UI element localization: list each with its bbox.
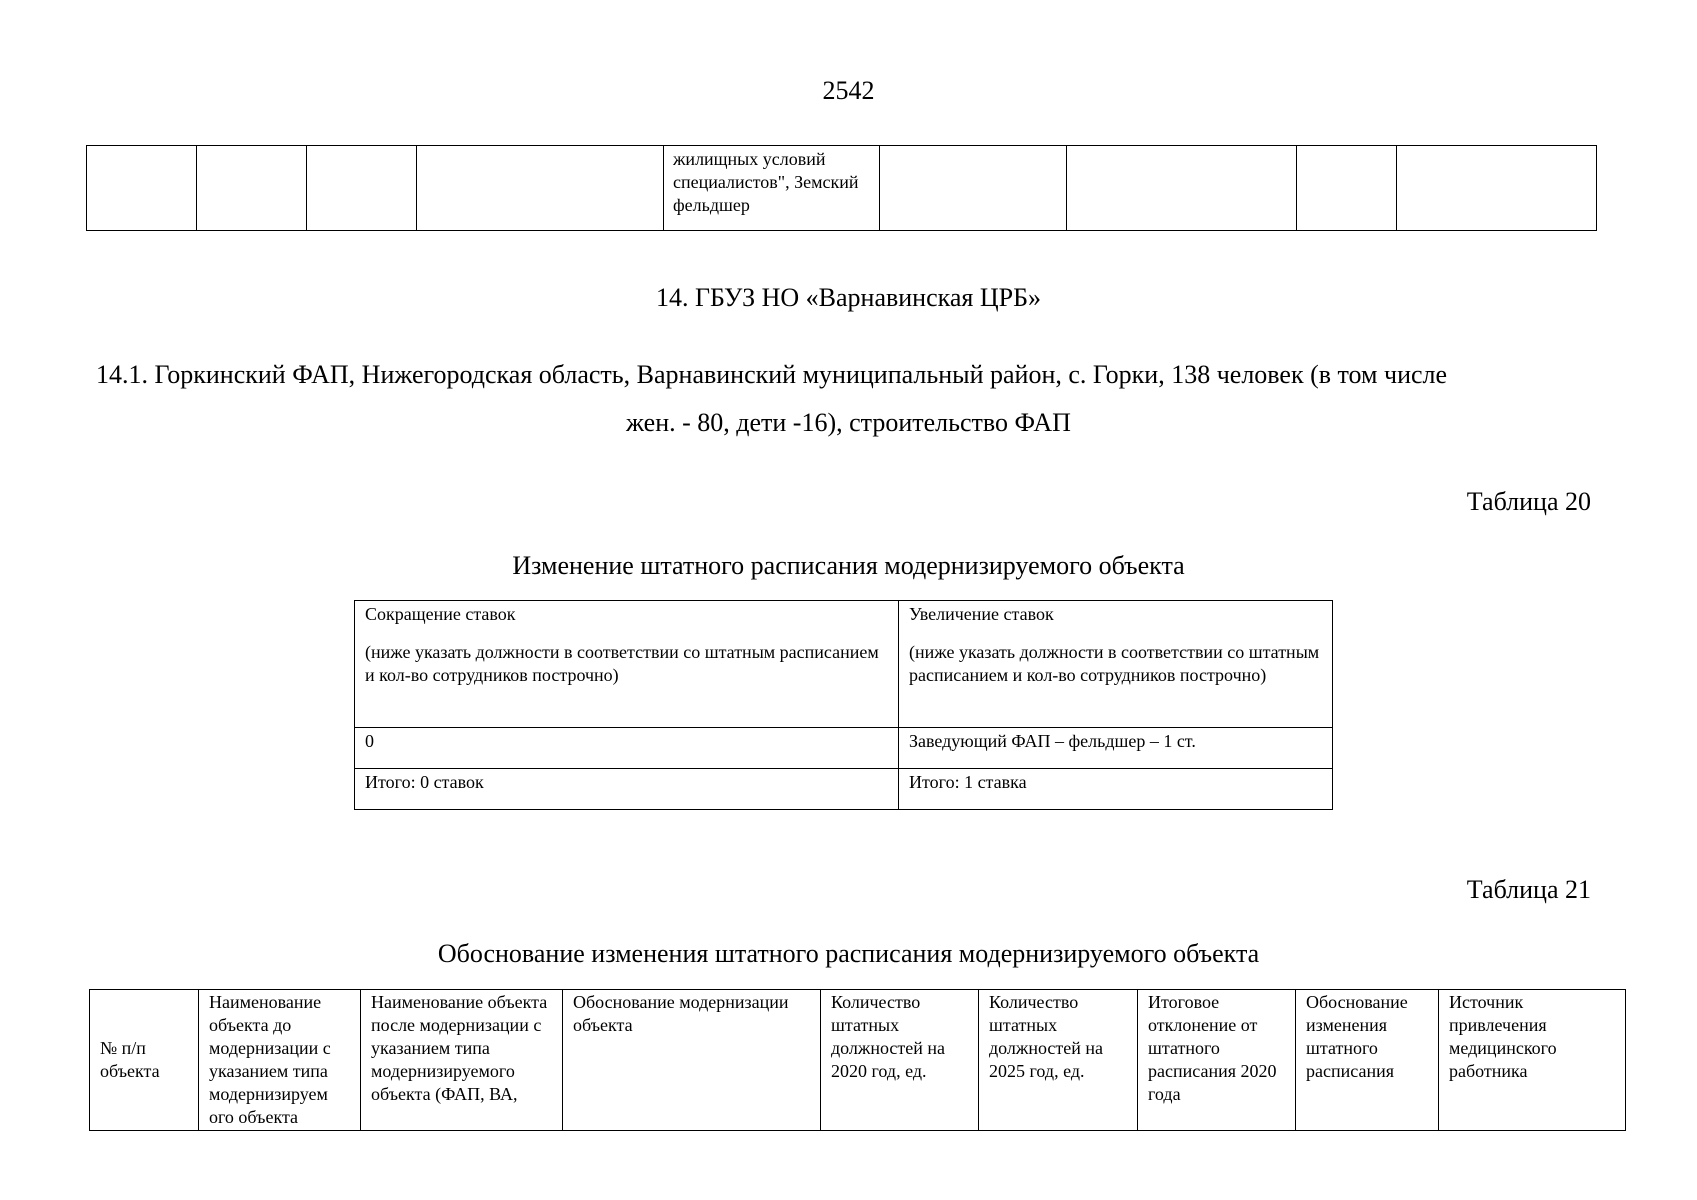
- table-cell: [1067, 146, 1297, 231]
- table-row: [87, 146, 1597, 231]
- table-cell: [307, 146, 417, 231]
- column-header: № п/п объекта: [90, 990, 199, 1131]
- increase-header-cell: [899, 601, 1333, 728]
- table-cell: [197, 146, 307, 231]
- column-header: Наименование объекта после модернизации с указанием типа модернизируемого объекта (ФАП, ВА,: [361, 990, 563, 1131]
- facility-description-line2: жен. - 80, дети -16), строительство ФАП: [626, 408, 1071, 437]
- table-20-title: Изменение штатного расписания модернизируемого объекта: [512, 551, 1185, 580]
- table-total-row: [355, 769, 1333, 810]
- table-cell: Итого: 1 ставка: [899, 769, 1333, 810]
- reduction-note: (ниже указать должности в соответствии со штатным расписанием и кол-во сотрудников построчно): [365, 642, 879, 685]
- column-header: Наименование объекта до модернизации с указанием типа модернизируем ого объекта: [199, 990, 361, 1131]
- staff-change-table: [354, 600, 1333, 810]
- column-header: Итоговое отклонение от штатного расписания 2020 года: [1138, 990, 1296, 1131]
- increase-header: Увеличение ставок: [909, 604, 1054, 624]
- table-cell: [87, 146, 197, 231]
- column-header: Обоснование изменения штатного расписания: [1296, 990, 1439, 1131]
- table-cell: жилищных условий специалистов", Земский фельдшер: [664, 146, 880, 231]
- facility-description-line1: 14.1. Горкинский ФАП, Нижегородская область, Варнавинский муниципальный район, с. Горки, 138 человек (в том числе: [96, 360, 1448, 389]
- table-header-row: [355, 601, 1333, 728]
- column-header: Источник привлечения медицинского работника: [1439, 990, 1626, 1131]
- reduction-header: Сокращение ставок: [365, 604, 516, 624]
- table-cell: [1397, 146, 1597, 231]
- column-header: Обоснование модернизации объекта: [563, 990, 821, 1131]
- table-cell: [880, 146, 1067, 231]
- organization-title: 14. ГБУЗ НО «Варнавинская ЦРБ»: [655, 283, 1042, 312]
- reduction-header-cell: [355, 601, 899, 728]
- table-21-label: Таблица 21: [1466, 875, 1591, 904]
- table-cell: [1297, 146, 1397, 231]
- table-cell: 0: [355, 728, 899, 769]
- column-header: Количество штатных должностей на 2025 год, ед.: [979, 990, 1138, 1131]
- justification-table: [89, 989, 1626, 1131]
- table-cell: Итого: 0 ставок: [355, 769, 899, 810]
- table-cell: [417, 146, 664, 231]
- table-cell: Заведующий ФАП – фельдшер – 1 ст.: [899, 728, 1333, 769]
- continuation-table: [86, 145, 1597, 231]
- column-header: Количество штатных должностей на 2020 год, ед.: [821, 990, 979, 1131]
- table-21-title: Обоснование изменения штатного расписания модернизируемого объекта: [437, 939, 1260, 968]
- table-20-label: Таблица 20: [1466, 487, 1591, 516]
- page-number: 2542: [822, 76, 875, 105]
- increase-note: (ниже указать должности в соответствии со штатным расписанием и кол-во сотрудников построчно): [909, 642, 1320, 685]
- table-header-row: [90, 990, 1626, 1131]
- table-row: [355, 728, 1333, 769]
